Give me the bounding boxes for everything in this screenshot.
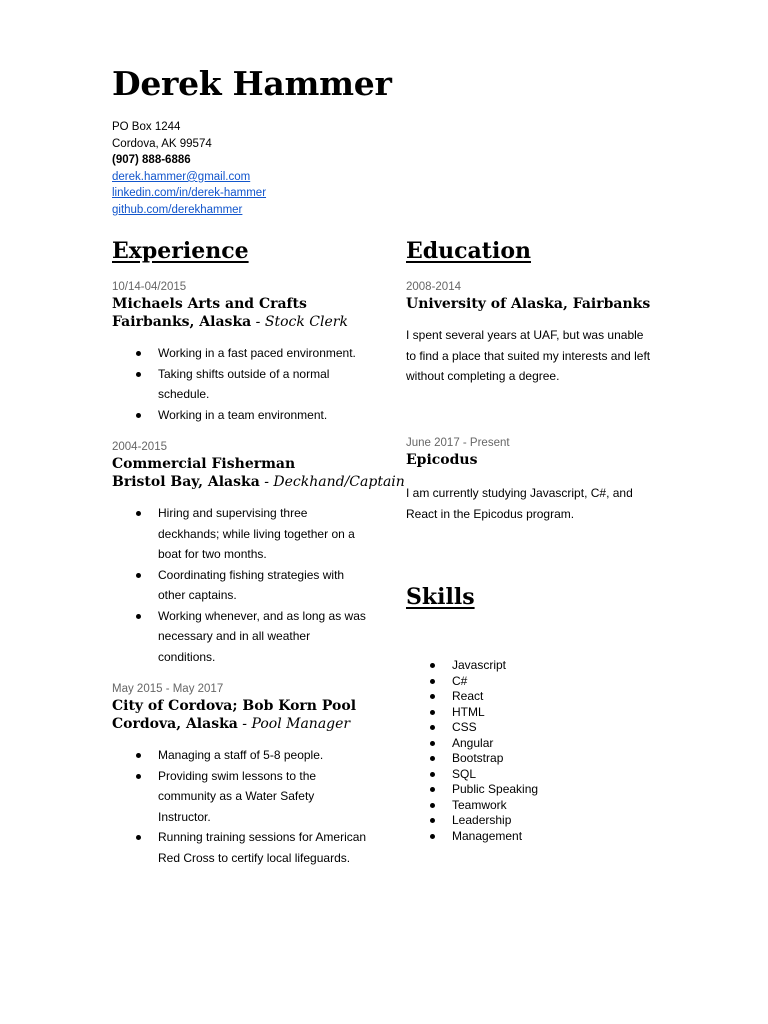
job-location-role (112, 473, 405, 491)
skill-item: Management (406, 829, 538, 845)
education-entry-uaf (406, 279, 651, 387)
email-link[interactable]: derek.hammer@gmail.com (112, 170, 251, 183)
skill-item: React (406, 689, 538, 705)
duty-item: Managing a staff of 5-8 people. (112, 745, 368, 766)
job-role: Pool Manager (251, 716, 351, 732)
linkedin-link[interactable]: linkedin.com/in/derek-hammer (112, 187, 267, 200)
duty-item: Coordinating fishing strategies with other captains. (112, 565, 368, 606)
job-separator: - (251, 314, 265, 330)
skill-item: CSS (406, 720, 538, 736)
duty-item: Working in a fast paced environment. (112, 343, 368, 364)
skill-item: SQL (406, 767, 538, 783)
job-location-role (112, 313, 368, 331)
school-name: Epicodus (406, 452, 478, 468)
duty-item: Running training sessions for American Red Cross to certify local lifeguards. (112, 827, 368, 868)
duty-item: Hiring and supervising three deckhands; while living together on a boat for two months. (112, 503, 368, 565)
phone-number: (907) 888-6886 (112, 154, 191, 167)
skill-item: Public Speaking (406, 782, 538, 798)
education-description: I am currently studying Javascript, C#, and React in the Epicodus program. (406, 486, 633, 521)
skill-item: Teamwork (406, 798, 538, 814)
job-date: May 2015 - May 2017 (112, 683, 224, 695)
job-location-role (112, 715, 368, 733)
education-date: June 2017 - Present (406, 437, 510, 449)
address-line-1: PO Box 1244 (112, 121, 181, 133)
duty-item: Working in a team environment. (112, 405, 368, 426)
linkedin-item (112, 185, 266, 202)
job-organization: Michaels Arts and Crafts (112, 296, 307, 312)
job-organization: City of Cordova; Bob Korn Pool (112, 698, 357, 714)
job-separator: - (237, 716, 252, 732)
duty-item: Taking shifts outside of a normal schedule. (112, 364, 368, 405)
skill-item: Javascript (406, 658, 538, 674)
job-duties (112, 745, 368, 868)
job-separator: - (259, 474, 274, 490)
school-name: University of Alaska, Fairbanks (406, 296, 651, 312)
experience-entry-michaels (112, 279, 368, 425)
job-role: Stock Clerk (264, 314, 348, 330)
skills-heading: Skills (406, 584, 475, 610)
skill-item: C# (406, 674, 538, 690)
experience-entry-pool (112, 681, 368, 868)
github-link[interactable]: github.com/derekhammer (112, 203, 243, 216)
contact-info (112, 119, 266, 219)
job-location: Bristol Bay, Alaska (112, 474, 260, 490)
candidate-name: Derek Hammer (112, 64, 392, 103)
duty-item: Providing swim lessons to the community as a Water Safety Instructor. (112, 766, 368, 828)
education-entry-epicodus (406, 435, 651, 524)
job-duties (112, 343, 368, 425)
skill-item: Angular (406, 736, 538, 752)
education-date: 2008-2014 (406, 281, 461, 293)
job-location: Cordova, Alaska (112, 716, 238, 732)
job-location: Fairbanks, Alaska (112, 314, 252, 330)
education-description: I spent several years at UAF, but was unable to find a place that suited my interests and left without completing a degree. (406, 328, 651, 383)
job-organization: Commercial Fisherman (112, 456, 296, 472)
skills-list (406, 658, 538, 844)
skill-item: HTML (406, 705, 538, 721)
duty-item: Working whenever, and as long as was necessary and in all weather conditions. (112, 606, 368, 668)
experience-heading: Experience (112, 238, 249, 264)
job-role: Deckhand/Captain (273, 474, 405, 490)
skill-item: Leadership (406, 813, 538, 829)
education-heading: Education (406, 238, 531, 264)
email-item (112, 169, 266, 186)
skill-item: Bootstrap (406, 751, 538, 767)
github-item (112, 202, 266, 219)
address-line-2: Cordova, AK 99574 (112, 137, 212, 150)
job-date: 2004-2015 (112, 441, 167, 453)
job-date: 10/14-04/2015 (112, 281, 187, 293)
experience-entry-fisherman (112, 439, 405, 667)
job-duties (112, 503, 405, 667)
